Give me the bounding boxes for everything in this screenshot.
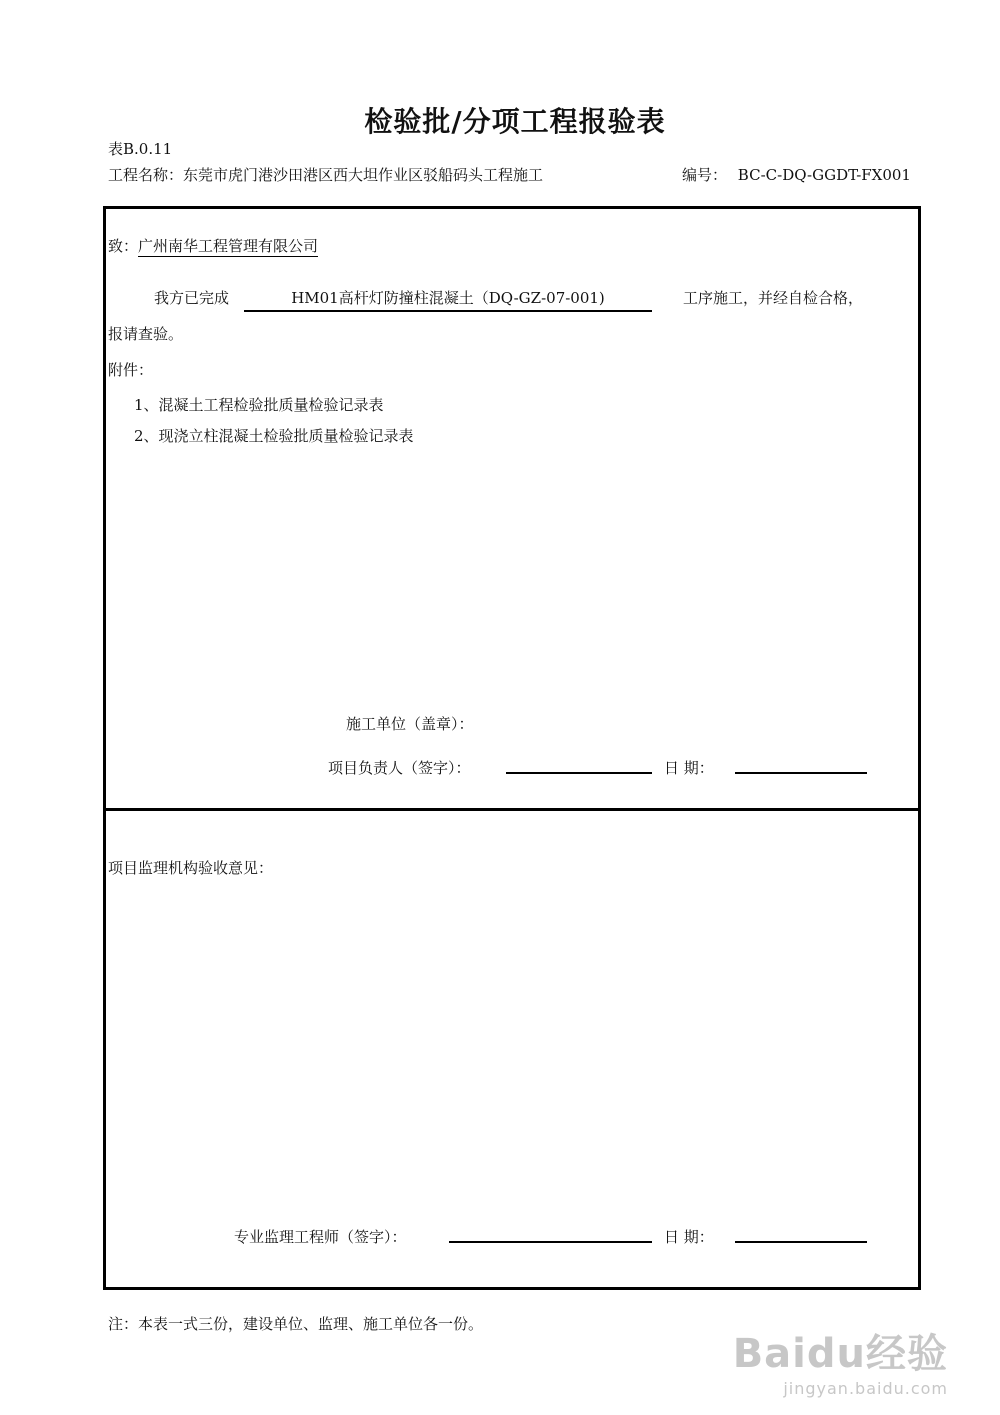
footer-note: 注：本表一式三份，建设单位、监理、施工单位各一份。	[108, 1315, 484, 1333]
supervisor-label: 专业监理工程师（签字）：	[234, 1228, 407, 1246]
project-name-row	[108, 164, 543, 185]
form-title: 检验批/分项工程报验表	[364, 105, 666, 138]
completed-suffix: 工序施工，并经自检合格，	[683, 289, 864, 307]
supervisor-signature-line	[449, 1241, 652, 1243]
form-number-row	[682, 164, 911, 185]
completed-item: HM01高杆灯防撞柱混凝土（DQ-GZ-07-001)	[291, 289, 605, 307]
date-label: 日 期：	[664, 759, 714, 777]
recipient-label: 致：	[108, 237, 139, 255]
attachment-item: 1、混凝土工程检验批质量检验记录表	[134, 396, 384, 414]
baidu-watermark	[733, 1322, 948, 1398]
recipient-name: 广州南华工程管理有限公司	[138, 237, 319, 255]
project-name-label: 工程名称：	[108, 166, 184, 184]
project-name-value: 东莞市虎门港沙田港区西大坦作业区驳船码头工程施工	[183, 166, 544, 184]
watermark-brand: Baidu经验	[732, 1331, 948, 1377]
section-divider	[103, 808, 921, 811]
completed-item-underline	[244, 310, 652, 312]
completed-prefix: 我方已完成	[154, 289, 230, 307]
supervision-opinion-label: 项目监理机构验收意见：	[108, 859, 274, 877]
form-code: 表B.0.11	[108, 140, 173, 158]
watermark-url: jingyan.baidu.com	[783, 1379, 948, 1398]
project-manager-label: 项目负责人（签字）：	[328, 759, 471, 777]
date-line	[735, 1241, 867, 1243]
request-text: 报请查验。	[108, 325, 184, 343]
attachment-item: 2、现浇立柱混凝土检验批质量检验记录表	[134, 427, 414, 445]
construction-unit-label: 施工单位（盖章）：	[346, 715, 474, 733]
date-line	[735, 772, 867, 774]
form-number-label: 编号：	[682, 166, 728, 184]
recipient-row	[108, 235, 318, 257]
attachments-label: 附件：	[108, 361, 154, 379]
form-number-value: BC-C-DQ-GGDT-FX001	[737, 166, 911, 184]
project-manager-signature-line	[506, 772, 652, 774]
form-frame	[103, 206, 921, 1290]
date-label: 日 期：	[664, 1228, 714, 1246]
